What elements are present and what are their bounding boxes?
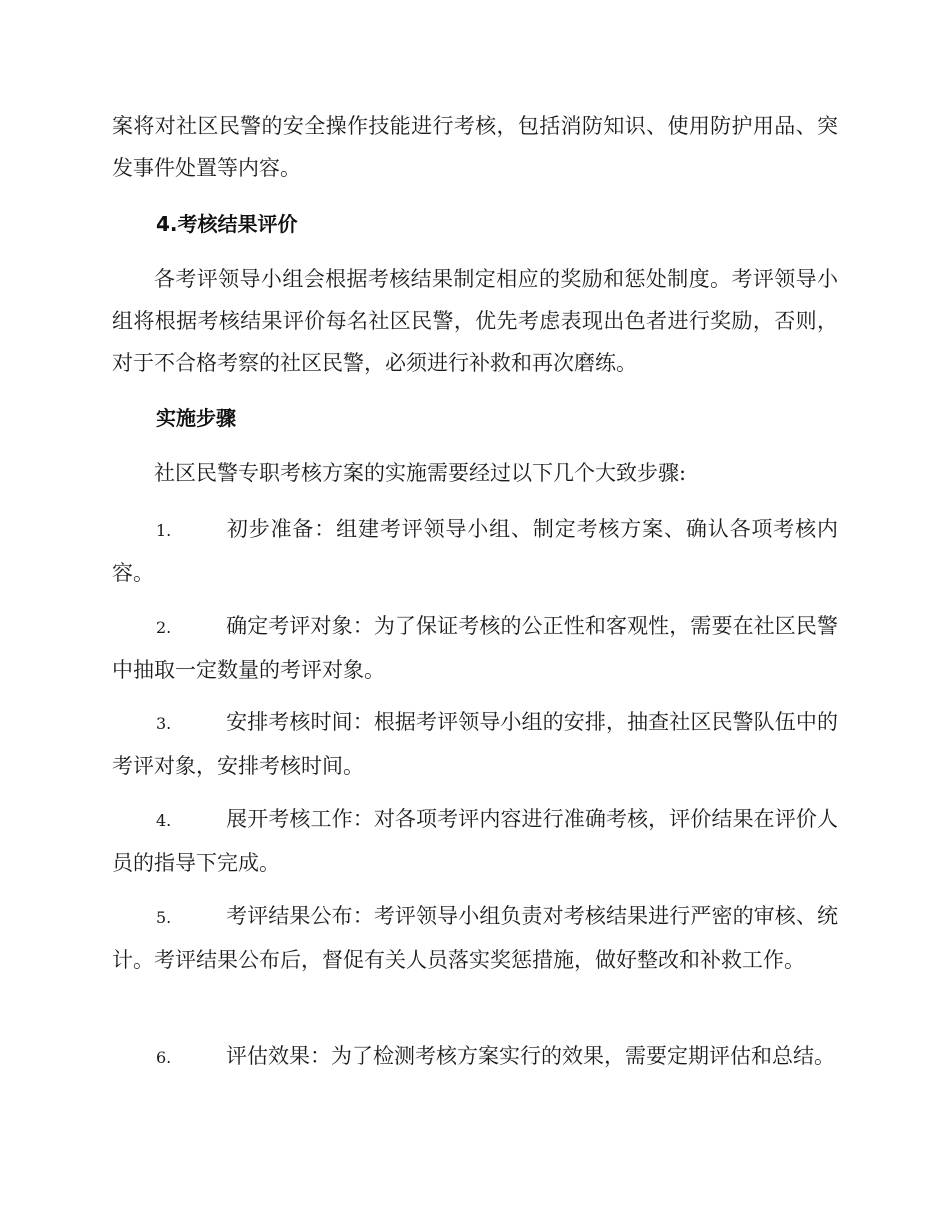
section-4-heading: 4.考核结果评价 (156, 212, 298, 236)
list-item-text: 确定考评对象：为了保证考核的公正性和客观性，需要在社区民警中抽取一定数量的考评对象。 (112, 614, 838, 682)
section-4-paragraph: 各考评领导小组会根据考核结果制定相应的奖励和惩处制度。考评领导小组将根据考核结果评价每名社区民警，优先考虑表现出色者进行奖励，否则，对于不合格考察的社区民警，必须进行补救和再次磨练。 (112, 267, 838, 375)
list-item (112, 798, 838, 884)
list-item (112, 605, 838, 691)
list-item-number: 4. (156, 811, 172, 830)
list-item-text: 安排考核时间：根据考评领导小组的安排，抽查社区民警队伍中的考评对象，安排考核时间。 (112, 710, 838, 778)
list-item-text: 考评结果公布：考评领导小组负责对考核结果进行严密的审核、统计。考评结果公布后，督促有关人员落实奖惩措施，做好整改和补救工作。 (112, 904, 838, 972)
list-item-number: 3. (156, 714, 172, 733)
list-item-number: 2. (156, 618, 172, 637)
list-item (112, 508, 838, 594)
list-item-text: 评估效果：为了检测考核方案实行的效果，需要定期评估和总结。 (226, 1044, 835, 1068)
steps-heading: 实施步骤 (156, 406, 236, 430)
steps-intro-paragraph: 社区民警专职考核方案的实施需要经过以下几个大致步骤: (154, 461, 687, 485)
intro-paragraph: 案将对社区民警的安全操作技能进行考核，包括消防知识、使用防护用品、突发事件处置等内容。 (112, 114, 838, 180)
list-item (112, 895, 838, 981)
list-item-number: 6. (156, 1048, 172, 1067)
list-item-number: 5. (156, 908, 172, 927)
list-item (112, 1035, 838, 1079)
list-item-number: 1. (156, 521, 172, 540)
list-item-text: 初步准备：组建考评领导小组、制定考核方案、确认各项考核内容。 (112, 517, 838, 585)
list-item (112, 701, 838, 787)
list-item-text: 展开考核工作：对各项考评内容进行准确考核，评价结果在评价人员的指导下完成。 (112, 807, 838, 875)
